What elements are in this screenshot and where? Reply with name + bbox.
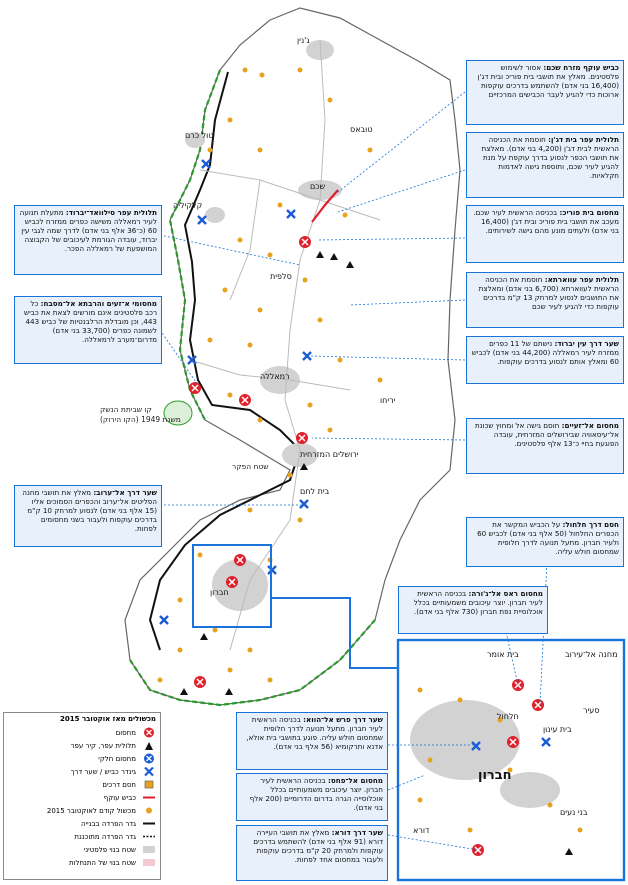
- no-mans-land-note: שטח הפקר: [232, 462, 269, 471]
- inset-place-dura: דורא: [413, 826, 430, 835]
- legend-item: [8, 752, 156, 765]
- legend-item: [8, 791, 156, 804]
- earth-mound-icon: [565, 848, 573, 855]
- callout-title: מחסומי א־זעים והרבתא אל־מסבח:: [40, 299, 157, 308]
- callout-title: תלולית עפר סילוואד־יברוד:: [65, 208, 157, 217]
- callout-ein-yabrud-gate: [466, 336, 624, 384]
- road-gate-icon: [542, 738, 550, 746]
- earth-mound-icon: [142, 740, 156, 751]
- checkpoint-icon: [296, 432, 308, 444]
- callout-body: בכניסה הראשית לעיר שכם. מעכב את תושבי בית פוריכ ובית דג'ן (16,400 בני אדם) ולעתים מונע מהם גישה לשירותים.: [473, 208, 619, 235]
- callout-title: שער דרך דורא:: [331, 828, 383, 837]
- callout-body: מאלץ את תושבי העיירה דורא (91 אלף בני אדם) להשתמש בדרכים עוקפות ולמרחק 20 ק"מ בדרכים עוקפות ולעבור במחסום אחד לפחות.: [253, 828, 383, 864]
- roadblock-icon: [142, 779, 156, 790]
- legend-item: [8, 726, 156, 739]
- place-jericho: יריחו: [380, 396, 396, 405]
- place-jerusalem: ירושלים המזרחית: [300, 450, 359, 459]
- callout-title: תלולית עפר בית דג'ן:: [548, 135, 619, 144]
- callout-silwad-yabrud-mound: [14, 205, 162, 275]
- callout-body: מתעלת תנועה לעיר רמאללה משישה כפרים ממזרח לכביש 60 (כ־36 אלף בני אדם) לדרך שמה לגבי עין יברוד, עובדה הגורמת לעיכובים של הקבוצה המושפעת של רמאללה הפכר.: [19, 208, 157, 253]
- barrier-built-icon: [142, 818, 156, 829]
- place-bethlehem: בית לחם: [300, 487, 330, 496]
- checkpoint-icon: [189, 382, 201, 394]
- callout-awarta-mound: [466, 272, 624, 328]
- callout-body: חוסם גישה אל ומחוץ שכונת אל־עיסאוויה שבירושלים המזרחית, עובדה הפוגעת בחיי כ־13 אלף פלסטינים.: [475, 421, 619, 448]
- callout-beit-furik-checkpoint: [466, 205, 624, 263]
- place-tulkarm: טול כרם: [185, 131, 214, 140]
- place-salfit: סלפית: [270, 272, 292, 281]
- green-line-note: קו שביתת הנשק: [100, 405, 152, 414]
- legend-label: תלולית עפר, קיר עפר: [70, 741, 136, 750]
- partial-checkpoint-icon: [142, 753, 156, 764]
- callout-al-fahs-checkpoint: [236, 773, 388, 821]
- inset-place-beit-ummar: בית אומר: [487, 650, 519, 659]
- callout-body: אסור לשימוש פלסטינים. מאלץ את תושבי בית פוריכ ובית דג'ן (16,400 בני אדם) להשתמש בדרכים עוקפות ארוכות כדי להגיע לעבר הכבישים המרכזיים: [477, 63, 619, 99]
- callout-body: כל רכב פלסטינים אינם מורשים לצאת את כביש 443, וכן מובדלת הרלבנטיות של כביש 443 לשמונה כפרים (33,700 בני אדם) מדרום־מערב לרמאללה.: [24, 299, 157, 344]
- checkpoint-icon: [194, 676, 206, 688]
- bypass-road-icon: [142, 792, 156, 803]
- place-jenin: ג'נין: [297, 36, 310, 45]
- callout-title: מחסום ראס אל־ג'ורה:: [468, 589, 543, 598]
- green-line-note-2: משנת 1949 (הקו הירוק): [100, 415, 181, 424]
- legend-label: מכשול קודם לאוקטובר 2015: [46, 806, 136, 815]
- place-tubas: טובאס: [350, 125, 373, 134]
- legend-label: גדר הפרדה מתוכננת: [74, 832, 136, 841]
- legend-label: גינדר כביש / שער דרך: [70, 767, 136, 776]
- callout-title: מחסום אל־פחס:: [328, 776, 383, 785]
- checkpoint-icon: [507, 736, 519, 748]
- legend-item: [8, 778, 156, 791]
- checkpoint-icon: [472, 844, 484, 856]
- callout-nablus-bypass: [466, 60, 624, 125]
- callout-body: חוסמת את הכניסה הראשית לבית דג'ן (4,200 בני אדם). מאלצת את תושבי הכפר לנסוע בדרך עוקפת על מנת להגיע לעיר שכם, ותוספת גישה לאדמות חקלאיות.: [481, 135, 619, 180]
- barrier-planned-icon: [142, 831, 156, 842]
- inset-place-hebron: חברון: [478, 768, 512, 783]
- callout-dura-gate: [236, 825, 388, 881]
- checkpoint-icon: [226, 576, 238, 588]
- place-hebron: חברון: [210, 588, 229, 597]
- inset-place-halhul: חלחול: [497, 712, 519, 721]
- inset-place-mahane-arub: מחנה אל־עירוב: [565, 650, 618, 659]
- callout-title: שער דרך פרש אל־הווא:: [303, 715, 383, 724]
- callout-beit-dajan-mound: [466, 132, 624, 198]
- callout-body: על הכביש המקשר את הכפרים החלחול (50 אלף בני אדם) לכביש 60 ולעיר חברון. מתעל תנועה לדרך חלופית שמחסום חולש עליה.: [477, 520, 619, 556]
- palestinian-built-icon: [142, 844, 156, 855]
- callout-fahs-al-hawa-gate: [236, 712, 388, 770]
- legend-title: מכשולים מאז אוקטובר 2015: [60, 715, 156, 723]
- inset-place-beit-einun: בית עינון: [543, 725, 572, 734]
- checkpoint-icon: [142, 727, 156, 738]
- callout-title: מחסום אל־זעיים:: [561, 421, 619, 430]
- legend-item: [8, 739, 156, 752]
- legend-label: מחסום: [115, 728, 136, 737]
- callout-body: בכניסה הראשית לעיר חברון. יוצר עיכובים משמעותיים בכלל אוכלוסייה הגרה בדרום הדרומיים (200 אלף בני אדם).: [249, 776, 383, 812]
- checkpoint-icon: [532, 699, 544, 711]
- road-gate-icon: [142, 766, 156, 777]
- legend-item: [8, 804, 156, 817]
- callout-body: מאלץ את תושבי מחנה הפליטים אל־ערוב והכפרים הסמוכים אליו (15 אלף בני אדם) לנסוע למרחק 10 ק"מ בדרכים עוקפות ולעבור בשני מחסומים לפחות.: [22, 488, 157, 533]
- legend-label: גדר הפרדה בבנייה: [81, 819, 136, 828]
- callout-al-arrub-gate: [14, 485, 162, 547]
- callout-title: שער דרך אל־ערוב:: [93, 488, 157, 497]
- place-qalqilya: קלקיליה: [173, 201, 203, 210]
- callout-title: שער דרך עין יברוד:: [554, 339, 619, 348]
- callout-title: מחסום בית פוריכ:: [559, 208, 619, 217]
- callout-title: כביש עוקף מזרח שכם:: [543, 63, 619, 72]
- place-nablus: שכם: [310, 182, 326, 191]
- legend-label: מחסום חלקי: [98, 754, 136, 763]
- callout-body: חוסמת את הכניסה הראשית לעווארתא (6,700 בני אדם) ומאלצת את התושבים לנסוע למרחק 13 ק"מ בדרכים עוקפות כדי להגיע לעיר שכם: [478, 275, 619, 311]
- legend-item: [8, 856, 156, 869]
- legend-item: [8, 830, 156, 843]
- inset-place-seir: סעיר: [583, 706, 600, 715]
- callout-body: בכניסה הראשית לעיר חברון. מתעל תנועה לדרך חלופית שמחסום חולש עליה. פוגע בתושבי בית אולא, אדנא ותרקומיא (56 אלף בני אדם).: [246, 715, 383, 751]
- map-legend: [3, 712, 161, 880]
- prior-obstacle-icon: [142, 805, 156, 816]
- legend-item: [8, 817, 156, 830]
- callout-title: תלולית עפר עווארתא:: [544, 275, 619, 284]
- legend-label: שטח בנוי של התנחלות: [68, 858, 136, 867]
- checkpoint-icon: [299, 236, 311, 248]
- callout-al-zaim-harbatha-checkpoints: [14, 296, 162, 364]
- callout-title: חסם דרך חלחול:: [562, 520, 619, 529]
- legend-label: חסם דרכים: [102, 780, 136, 789]
- callout-al-zaim-checkpoint: [466, 418, 624, 474]
- legend-label: כביש עוקף: [103, 793, 136, 802]
- place-ramallah: רמאללה: [260, 372, 290, 381]
- settlement-built-icon: [142, 857, 156, 868]
- callout-halhul-roadblock: [466, 517, 624, 567]
- checkpoint-icon: [239, 394, 251, 406]
- callout-ras-al-jura-checkpoint: [398, 586, 548, 634]
- legend-label: שטח בנוי פלסטיני: [83, 845, 136, 854]
- inset-place-bani-naim: בני נעים: [560, 808, 588, 817]
- legend-item: [8, 765, 156, 778]
- callout-body: בכניסה הראשית לעיר חברון. יוצר עיכובים משמעותיים בכלל אוכלוסיית נפת חברון (730 אלף בני אדם).: [413, 589, 543, 616]
- callout-body: נישתם של 11 כפרים ממזרח לעיר רמאללה (44,200 בני אדם) לכביש 60 ומאלץ אותם לנסוע בדרכים עוקפות.: [471, 339, 619, 366]
- legend-item: [8, 843, 156, 856]
- checkpoint-icon: [234, 554, 246, 566]
